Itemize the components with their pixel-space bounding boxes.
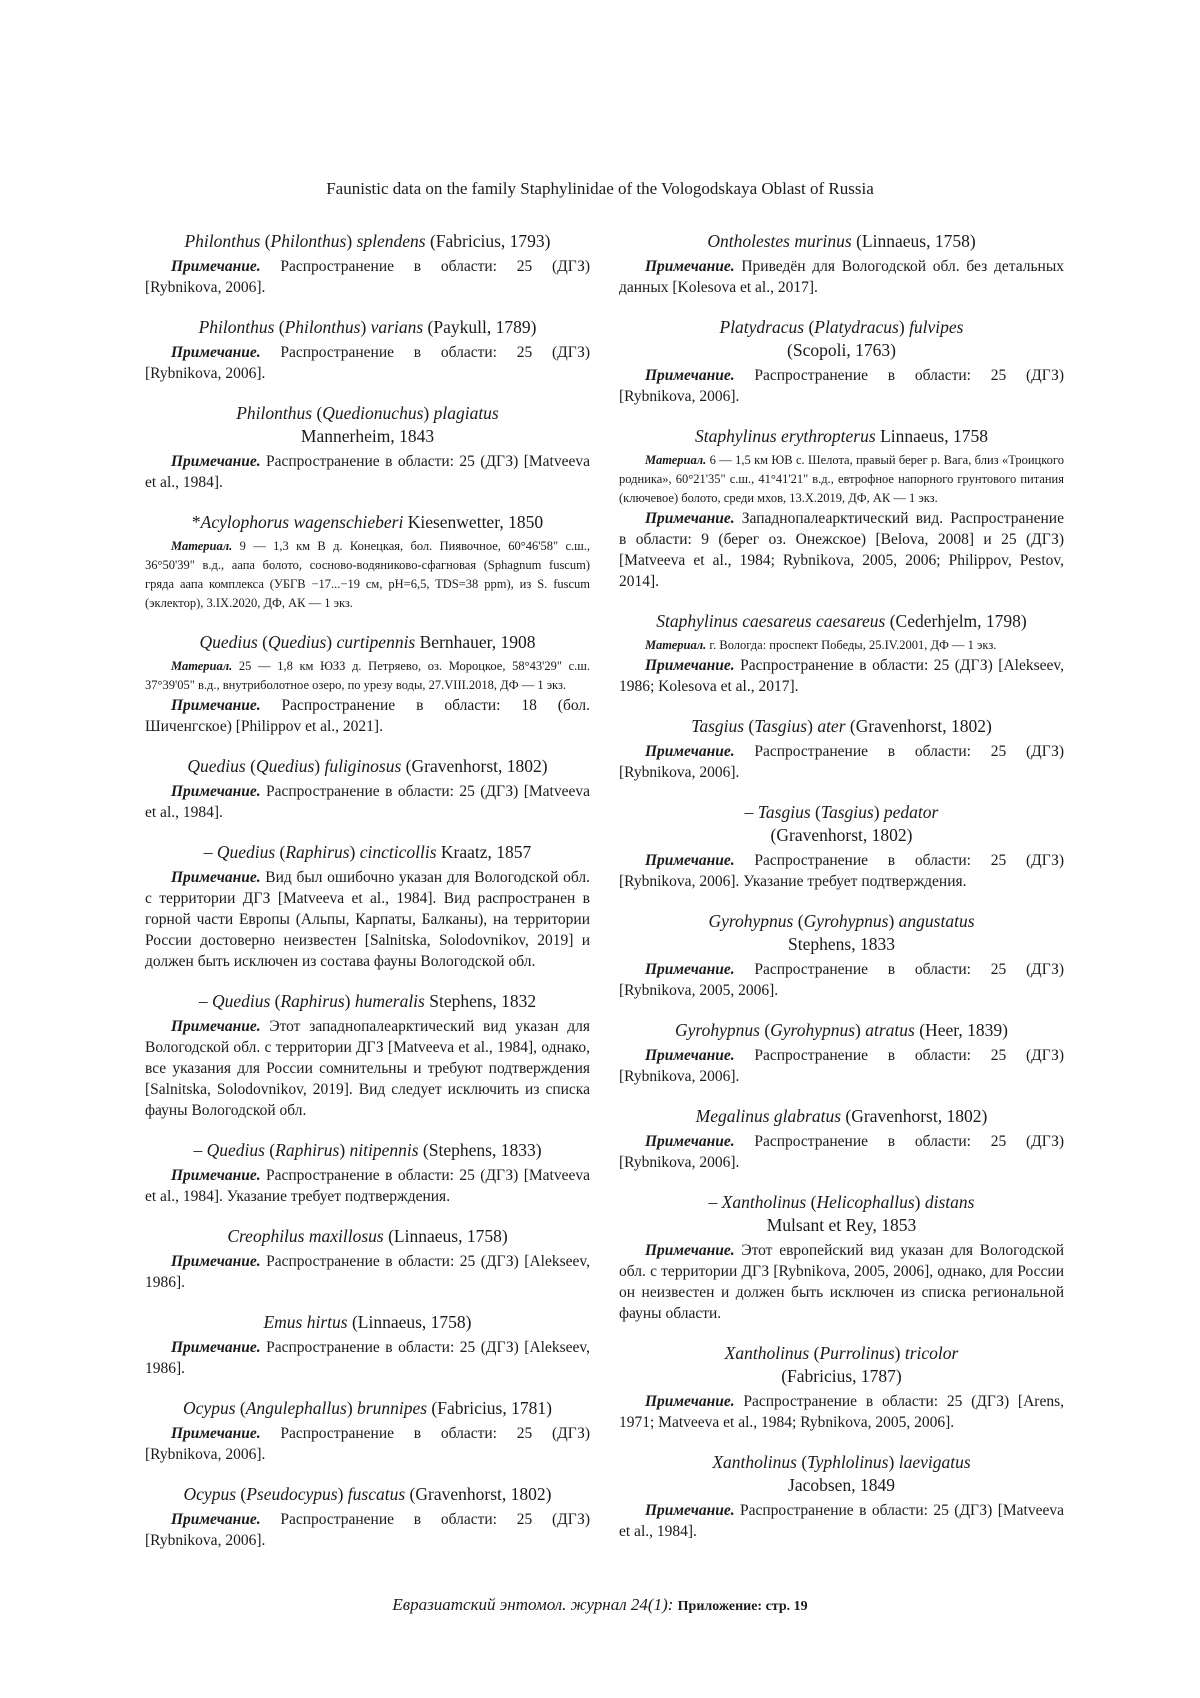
note-paragraph	[145, 1509, 590, 1551]
title-segment: (	[245, 756, 256, 776]
note-paragraph	[145, 695, 590, 737]
title-segment: )	[339, 1140, 350, 1160]
title-segment: )	[314, 756, 325, 776]
title-segment: angustatus	[898, 911, 975, 931]
title-segment: Xantholinus	[721, 1192, 807, 1212]
note-paragraph	[145, 1423, 590, 1465]
species-title	[145, 1311, 590, 1334]
paragraph-label: Примечание.	[171, 1511, 261, 1528]
title-segment: fuscatus	[347, 1484, 406, 1504]
species-title	[619, 1105, 1064, 1128]
note-paragraph	[145, 451, 590, 493]
title-segment: Pseudocypus	[246, 1484, 338, 1504]
title-segment: humeralis	[354, 991, 425, 1011]
species-entry	[619, 425, 1064, 592]
title-segment: )	[888, 1452, 899, 1472]
paragraph-text: 9 — 1,3 км В д. Конецкая, бол. Пиявочное, 60°46'58" с.ш., 36°50'39" в.д., аапа болото, сосново-водяниково-сфагновая (Sphagnum fuscum) гряда аапа комплекса (УБГВ −17...−19 см, pH=6,5, TDS=38 ppm), из S. fuscum (эклектор), 3.IX.2020, ДФ, АК — 1 экз.	[145, 539, 590, 610]
paragraph-label: Примечание.	[645, 961, 735, 978]
paragraph-text: Распространение в области: 25 (ДГЗ) [Rybnikova, 2006].	[145, 1425, 590, 1463]
paragraph-text: Распространение в области: 25 (ДГЗ) [Arens, 1971; Matveeva et al., 1984; Rybnikova, 2005, 2006].	[619, 1393, 1064, 1431]
title-segment: Staphylinus erythropterus	[695, 426, 876, 446]
paragraph-text: Вид был ошибочно указан для Вологодской обл. с территории ДГЗ [Matveeva et al., 1984]. Вид распространен в горной части Европы (Альпы, Карпаты, Балканы), на территории России достоверно неизвестен [Salnitska, Solodovnikov, 2019] и должен быть исключен из состава фауны Вологодской обл.	[145, 869, 590, 970]
paragraph-label: Примечание.	[171, 453, 261, 470]
species-author: (Scopoli, 1763)	[787, 340, 896, 360]
species-title	[619, 715, 1064, 738]
title-segment: fuliginosus	[324, 756, 402, 776]
title-segment: –	[203, 842, 217, 862]
paragraph-label: Материал.	[171, 539, 233, 553]
title-segment: (	[809, 1343, 820, 1363]
paragraph-label: Примечание.	[171, 1339, 261, 1356]
paragraph-text: Распространение в области: 25 (ДГЗ) [Rybnikova, 2006]. Указание требует подтверждения.	[619, 852, 1064, 890]
title-segment: (Gravenhorst, 1802)	[405, 1484, 552, 1504]
title-segment: Acylophorus wagenschieberi	[200, 512, 404, 532]
species-entry	[145, 841, 590, 972]
title-segment: Philonthus	[236, 403, 313, 423]
title-segment: )	[346, 1398, 358, 1418]
species-title	[145, 1225, 590, 1248]
paragraph-label: Примечание.	[645, 852, 735, 869]
note-paragraph	[619, 1045, 1064, 1087]
paragraph-label: Примечание.	[645, 1502, 735, 1519]
species-entry	[145, 1397, 590, 1465]
title-segment: (Linnaeus, 1758)	[383, 1226, 508, 1246]
title-segment: Philonthus	[198, 317, 275, 337]
species-entry	[145, 990, 590, 1121]
paragraph-text: Распространение в области: 25 (ДГЗ) [Alekseev, 1986].	[145, 1253, 590, 1291]
species-title	[145, 1483, 590, 1506]
species-author: (Fabricius, 1787)	[781, 1366, 902, 1386]
title-segment: Quedius	[187, 756, 246, 776]
species-title	[145, 631, 590, 654]
title-segment: atratus	[865, 1020, 915, 1040]
paragraph-label: Примечание.	[171, 697, 261, 714]
paragraph-text: Распространение в области: 18 (бол. Шиченгское) [Philippov et al., 2021].	[145, 697, 590, 735]
note-paragraph	[619, 850, 1064, 892]
title-segment: (	[257, 632, 268, 652]
note-paragraph	[619, 256, 1064, 298]
species-entry	[145, 1225, 590, 1293]
title-segment: )	[894, 1343, 905, 1363]
title-segment: Philonthus	[184, 231, 261, 251]
title-segment: (	[796, 1452, 808, 1472]
paragraph-text: Этот европейский вид указан для Вологодской обл. с территории ДГЗ [Rybnikova, 2005, 2006], однако, для России он неизвестен и должен быть исключен из списка региональной фауны области.	[619, 1242, 1064, 1322]
paragraph-label: Примечание.	[171, 1167, 261, 1184]
title-segment: Helicophallus	[816, 1192, 915, 1212]
note-paragraph	[145, 1251, 590, 1293]
title-segment: fulvipes	[909, 317, 964, 337]
paragraph-label: Примечание.	[645, 367, 735, 384]
journal-name: Евразиатский энтомол. журнал 24(1):	[392, 1595, 674, 1614]
paragraph-label: Примечание.	[645, 657, 735, 674]
species-title	[619, 610, 1064, 633]
title-segment: –	[198, 991, 212, 1011]
species-author: Jacobsen, 1849	[788, 1475, 895, 1495]
species-entry	[619, 1105, 1064, 1173]
title-segment: –	[744, 802, 758, 822]
title-segment: Ontholestes murinus	[707, 231, 852, 251]
paragraph-text: Распространение в области: 25 (ДГЗ) [Rybnikova, 2006].	[619, 743, 1064, 781]
title-segment: Kiesenwetter, 1850	[403, 512, 544, 532]
title-segment: Quedius	[255, 756, 315, 776]
paragraph-text: Распространение в области: 25 (ДГЗ) [Rybnikova, 2006].	[145, 258, 590, 296]
title-segment: Quedionuchus	[322, 403, 424, 423]
title-segment: (Gravenhorst, 1802)	[401, 756, 548, 776]
title-segment: Purrolinus	[819, 1343, 895, 1363]
title-segment: )	[873, 802, 884, 822]
title-segment: Gyrohypnus	[708, 911, 794, 931]
title-segment: ater	[817, 716, 846, 736]
title-segment: Philonthus	[284, 317, 361, 337]
paragraph-label: Примечание.	[645, 1242, 735, 1259]
title-segment: pedator	[883, 802, 939, 822]
title-segment: Quedius	[206, 1140, 265, 1160]
species-title	[145, 755, 590, 778]
species-title	[619, 230, 1064, 253]
species-title	[145, 1139, 590, 1162]
title-segment: Tasgius	[691, 716, 745, 736]
paragraph-text: Приведён для Вологодской обл. без детальных данных [Kolesova et al., 2017].	[619, 258, 1064, 296]
species-entry	[145, 402, 590, 493]
paragraph-label: Примечание.	[171, 1253, 261, 1270]
species-title	[619, 1191, 1064, 1237]
page-footer	[0, 1595, 1200, 1615]
species-entry	[619, 715, 1064, 783]
title-segment: )	[337, 1484, 348, 1504]
title-segment: Kraatz, 1857	[436, 842, 532, 862]
title-segment: Staphylinus caesareus caesareus	[656, 611, 886, 631]
title-segment: plagiatus	[433, 403, 499, 423]
title-segment: (	[260, 231, 271, 251]
title-segment: –	[193, 1140, 207, 1160]
paragraph-label: Примечание.	[645, 510, 735, 527]
title-segment: cincticollis	[359, 842, 437, 862]
title-segment: splendens	[356, 231, 426, 251]
title-segment: )	[888, 911, 899, 931]
title-segment: (Paykull, 1789)	[423, 317, 537, 337]
paragraph-text: Распространение в области: 25 (ДГЗ) [Matveeva et al., 1984].	[145, 453, 590, 491]
species-title	[145, 841, 590, 864]
title-segment: laevigatus	[898, 1452, 971, 1472]
species-entry	[619, 1019, 1064, 1087]
species-title	[619, 1019, 1064, 1042]
title-segment: curtipennis	[336, 632, 416, 652]
paragraph-label: Примечание.	[171, 258, 261, 275]
title-segment: (	[312, 403, 323, 423]
note-paragraph	[145, 867, 590, 972]
species-entry	[145, 316, 590, 384]
material-paragraph	[619, 636, 1064, 655]
paragraph-text: Распространение в области: 25 (ДГЗ) [Matveeva et al., 1984].	[145, 783, 590, 821]
paragraph-text: Распространение в области: 25 (ДГЗ) [Rybnikova, 2006].	[145, 344, 590, 382]
note-paragraph	[619, 1391, 1064, 1433]
title-segment: (	[235, 1398, 246, 1418]
title-segment: Ocypus	[183, 1484, 237, 1504]
title-segment: Quedius	[211, 991, 271, 1011]
paragraph-label: Примечание.	[645, 1133, 735, 1150]
title-segment: Angulephallus	[245, 1398, 347, 1418]
title-segment: (Gravenhorst, 1802)	[841, 1106, 988, 1126]
species-title	[619, 1342, 1064, 1388]
title-segment: (Linnaeus, 1758)	[851, 231, 976, 251]
title-segment: )	[807, 716, 818, 736]
title-segment: Raphirus	[285, 842, 350, 862]
title-segment: Gyrohypnus	[770, 1020, 856, 1040]
title-segment: Platydracus	[719, 317, 805, 337]
paragraph-text: Распространение в области: 25 (ДГЗ) [Rybnikova, 2006].	[145, 1511, 590, 1549]
right-column	[619, 230, 1064, 1560]
title-segment: Linnaeus, 1758	[875, 426, 988, 446]
title-segment: Xantholinus	[712, 1452, 797, 1472]
species-entry	[619, 1191, 1064, 1324]
note-paragraph	[145, 1337, 590, 1379]
paragraph-text: 6 — 1,5 км ЮВ с. Шелота, правый берег р. Вага, близ «Троицкого родника», 60°21'35" с.ш., 41°41'21" в.д., евтрофное напорного грунтового питания (ключевое) болото, среди мхов, 13.X.2019, ДФ, АК — 1 экз.	[619, 453, 1064, 505]
paragraph-label: Примечание.	[171, 344, 261, 361]
title-segment: (Fabricius, 1781)	[427, 1398, 552, 1418]
title-segment: )	[898, 317, 910, 337]
note-paragraph	[619, 741, 1064, 783]
note-paragraph	[619, 959, 1064, 1001]
species-title	[619, 1451, 1064, 1497]
left-column	[145, 230, 590, 1569]
title-segment: Stephens, 1832	[424, 991, 537, 1011]
species-author: Mulsant et Rey, 1853	[766, 1215, 917, 1235]
title-segment: Gyrohypnus	[803, 911, 889, 931]
title-segment: Quedius	[199, 632, 258, 652]
title-segment: (Gravenhorst, 1802)	[845, 716, 992, 736]
title-segment: varians	[370, 317, 424, 337]
note-paragraph	[619, 655, 1064, 697]
paragraph-label: Материал.	[645, 638, 707, 652]
species-title	[145, 402, 590, 448]
species-title	[145, 990, 590, 1013]
title-segment: Raphirus	[275, 1140, 340, 1160]
note-paragraph	[619, 1131, 1064, 1173]
paragraph-label: Примечание.	[171, 1425, 261, 1442]
title-segment: (	[804, 317, 815, 337]
title-segment: (	[274, 317, 285, 337]
title-segment: Ocypus	[183, 1398, 236, 1418]
note-paragraph	[619, 1240, 1064, 1324]
paragraph-label: Примечание.	[171, 783, 261, 800]
title-segment: (Cederhjelm, 1798)	[885, 611, 1027, 631]
species-title	[145, 1397, 590, 1420]
species-entry	[619, 910, 1064, 1001]
material-paragraph	[619, 451, 1064, 508]
title-segment: Gyrohypnus	[675, 1020, 760, 1040]
paragraph-text: Этот западнопалеарктический вид указан для Вологодской обл. с территории ДГЗ [Matveeva et al., 1984], однако, все указания для России сомнительны и требуют подтверждения [Salnitska, Solodovnikov, 2019]. Вид следует исключить из списка фауны Вологодской обл.	[145, 1018, 590, 1119]
paragraph-text: Распространение в области: 25 (ДГЗ) [Rybnikova, 2006].	[619, 367, 1064, 405]
species-entry	[145, 755, 590, 823]
title-segment: distans	[924, 1192, 975, 1212]
title-segment: Emus hirtus	[263, 1312, 348, 1332]
title-segment: (Linnaeus, 1758)	[347, 1312, 472, 1332]
species-entry	[619, 1451, 1064, 1542]
species-entry	[619, 801, 1064, 892]
title-segment: Creophilus maxillosus	[227, 1226, 384, 1246]
paragraph-text: г. Вологда: проспект Победы, 25.IV.2001, ДФ — 1 экз.	[706, 638, 997, 652]
species-entry	[145, 1311, 590, 1379]
paragraph-label: Примечание.	[645, 1393, 735, 1410]
species-author: Mannerheim, 1843	[300, 426, 435, 446]
title-segment: )	[360, 317, 371, 337]
paragraph-label: Примечание.	[645, 1047, 735, 1064]
note-paragraph	[619, 508, 1064, 592]
species-entry	[145, 1139, 590, 1207]
species-entry	[619, 1342, 1064, 1433]
paragraph-text: Распространение в области: 25 (ДГЗ) [Rybnikova, 2006].	[619, 1047, 1064, 1085]
paragraph-label: Материал.	[171, 659, 233, 673]
title-segment: Xantholinus	[724, 1343, 810, 1363]
title-segment: *	[191, 512, 201, 532]
species-title	[619, 425, 1064, 448]
title-segment: )	[855, 1020, 866, 1040]
paragraph-label: Материал.	[645, 453, 707, 467]
species-entry	[145, 1483, 590, 1551]
paragraph-text: 25 — 1,8 км ЮЗЗ д. Петряево, оз. Мороцкое, 58°43'29" с.ш. 37°39'05" в.д., внутриболотное озеро, по урезу воды, 27.VIII.2018, ДФ — 1 экз.	[145, 659, 590, 692]
title-segment: )	[423, 403, 434, 423]
species-entry	[619, 316, 1064, 407]
title-segment: Bernhauer, 1908	[415, 632, 536, 652]
title-segment: (	[806, 1192, 817, 1212]
title-segment: (	[759, 1020, 771, 1040]
species-entry	[145, 631, 590, 737]
title-segment: (	[270, 991, 281, 1011]
species-title	[619, 910, 1064, 956]
material-paragraph	[145, 657, 590, 695]
note-paragraph	[145, 1165, 590, 1207]
title-segment: Platydracus	[814, 317, 899, 337]
title-segment: nitipennis	[349, 1140, 419, 1160]
title-segment: Tasgius	[754, 716, 808, 736]
page-number: Приложение: стр. 19	[677, 1599, 808, 1614]
title-segment: )	[344, 991, 355, 1011]
title-segment: (	[236, 1484, 247, 1504]
title-segment: (Heer, 1839)	[914, 1020, 1008, 1040]
note-paragraph	[145, 781, 590, 823]
species-title	[619, 801, 1064, 847]
title-segment: )	[914, 1192, 925, 1212]
paragraph-text: Распространение в области: 25 (ДГЗ) [Matveeva et al., 1984]. Указание требует подтверждения.	[145, 1167, 590, 1205]
title-segment: Tasgius	[820, 802, 874, 822]
title-segment: brunnipes	[357, 1398, 428, 1418]
paragraph-text: Распространение в области: 25 (ДГЗ) [Matveeva et al., 1984].	[619, 1502, 1064, 1540]
material-paragraph	[145, 537, 590, 613]
species-entry	[145, 511, 590, 613]
paragraph-text: Распространение в области: 25 (ДГЗ) [Alekseev, 1986; Kolesova et al., 2017].	[619, 657, 1064, 695]
species-title	[145, 230, 590, 253]
page-header: Faunistic data on the family Staphylinidae of the Vologodskaya Oblast of Russia	[326, 179, 874, 198]
species-author: Stephens, 1833	[788, 934, 895, 954]
paragraph-label: Примечание.	[171, 1018, 261, 1035]
title-segment: )	[346, 231, 357, 251]
species-entry	[145, 230, 590, 298]
title-segment: (	[810, 802, 821, 822]
species-entry	[619, 230, 1064, 298]
title-segment: (	[264, 1140, 276, 1160]
title-segment: Quedius	[267, 632, 327, 652]
title-segment: )	[326, 632, 337, 652]
species-author: (Gravenhorst, 1802)	[770, 825, 913, 845]
title-segment: )	[349, 842, 360, 862]
title-segment: Quedius	[216, 842, 276, 862]
paragraph-text: Распространение в области: 25 (ДГЗ) [Alekseev, 1986].	[145, 1339, 590, 1377]
title-segment: (Stephens, 1833)	[418, 1140, 542, 1160]
note-paragraph	[619, 365, 1064, 407]
title-segment: Megalinus glabratus	[695, 1106, 842, 1126]
paragraph-text: Распространение в области: 25 (ДГЗ) [Rybnikova, 2006].	[619, 1133, 1064, 1171]
title-segment: Raphirus	[280, 991, 345, 1011]
title-segment: (	[744, 716, 755, 736]
paragraph-text: Распространение в области: 25 (ДГЗ) [Rybnikova, 2005, 2006].	[619, 961, 1064, 999]
title-segment: –	[708, 1192, 722, 1212]
paragraph-label: Примечание.	[645, 258, 735, 275]
title-segment: (Fabricius, 1793)	[425, 231, 551, 251]
title-segment: Typhlolinus	[807, 1452, 889, 1472]
note-paragraph	[145, 1016, 590, 1121]
paragraph-label: Примечание.	[645, 743, 735, 760]
title-segment: (	[793, 911, 804, 931]
title-segment: Tasgius	[757, 802, 811, 822]
paragraph-label: Примечание.	[171, 869, 261, 886]
species-title	[619, 316, 1064, 362]
note-paragraph	[619, 1500, 1064, 1542]
note-paragraph	[145, 342, 590, 384]
title-segment: Philonthus	[270, 231, 347, 251]
title-segment: (	[275, 842, 286, 862]
title-segment: tricolor	[904, 1343, 959, 1363]
note-paragraph	[145, 256, 590, 298]
paragraph-text: Западнопалеарктический вид. Распространение в области: 9 (берег оз. Онежское) [Belova, 2008] и 25 (ДГЗ) [Matveeva et al., 1984; Rybnikova, 2005, 2006; Philippov, Pestov, 2014].	[619, 510, 1064, 590]
species-title	[145, 316, 590, 339]
species-title	[145, 511, 590, 534]
species-entry	[619, 610, 1064, 697]
